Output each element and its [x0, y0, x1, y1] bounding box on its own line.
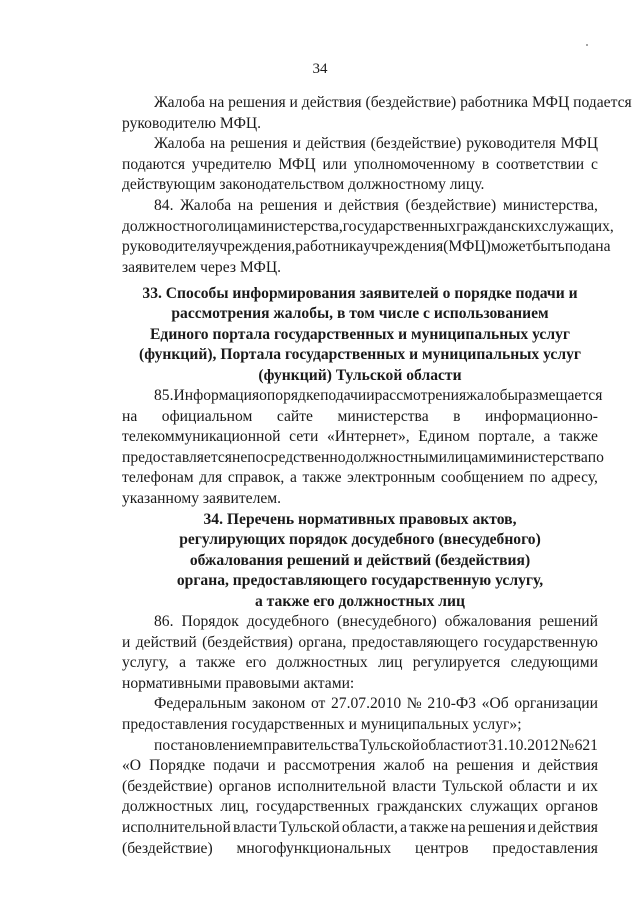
heading-line: (функций) Тульской области: [258, 366, 462, 384]
text-line: предоставления государственных и муниципальных услуг»;: [122, 715, 522, 733]
text-line: услугу, а также его должностных лиц регулируется следующими: [122, 654, 598, 672]
text-line: на официальном сайте министерства в информационно-: [122, 407, 598, 425]
heading-line: органа, предоставляющего государственную услугу,: [176, 572, 544, 590]
text-line: действующим законодательством должностному лицу.: [122, 176, 485, 194]
heading-line: а также его должностных лиц: [254, 592, 466, 610]
text-block-paragraph-86: [122, 612, 598, 859]
heading-line: регулирующих порядок досудебного (внесудебного): [179, 531, 541, 549]
text-line: указанному заявителем.: [122, 489, 282, 507]
text-line: исполнительной власти Тульской области, а также на решения и действия: [122, 818, 598, 836]
text-line: заявителем через МФЦ.: [122, 258, 282, 276]
heading-line: Единого портала государственных и муниципальных услуг: [150, 325, 570, 343]
text-line: 86. Порядок досудебного (внесудебного) обжалования решений: [154, 613, 598, 630]
text-line: 85. Информация о порядке подачи и рассмотрения жалобы размещается: [154, 387, 603, 404]
text-line: телекоммуникационной сети «Интернет», Едином портале, а также: [122, 428, 598, 446]
text-line: постановлением правительства Тульской области от 31.10.2012 № 621: [154, 736, 598, 754]
text-line: руководителю МФЦ.: [122, 114, 262, 132]
text-line: телефонам для справок, а также электронным сообщением по адресу,: [122, 469, 598, 487]
text-line: предоставляется непосредственно должностными лицами министерства по: [122, 448, 604, 466]
heading-line: обжалования решений и действий (бездействия): [189, 551, 531, 569]
section-heading-33: [110, 284, 610, 386]
text-block-paragraph-85: [122, 386, 604, 510]
section-heading-34: [110, 510, 610, 612]
text-line: Жалоба на решения и действия (бездействие) руководителя МФЦ: [154, 135, 598, 153]
heading-line: 34. Перечень нормативных правовых актов,: [203, 511, 517, 528]
text-line: должностных лиц, государственных гражданских служащих органов: [122, 798, 598, 816]
text-line: Жалоба на решения и действия (бездействие) работника МФЦ подается: [154, 94, 632, 111]
heading-line: (функций), Портала государственных и муниципальных услуг: [139, 346, 581, 364]
text-block-complaints-mfc: [122, 93, 632, 278]
text-line: должностного лица министерства, государственных гражданских служащих,: [122, 217, 614, 235]
page-number: 34: [312, 61, 328, 77]
scan-speck: [586, 44, 588, 46]
text-line: (бездействие) многофункциональных центров предоставления: [122, 839, 598, 857]
text-line: (бездействие) органов исполнительной власти Тульской области и их: [122, 777, 598, 795]
text-line: подаются учредителю МФЦ или уполномоченному в соответствии с: [122, 155, 598, 173]
text-line: Федеральным законом от 27.07.2010 № 210-ФЗ «Об организации: [154, 695, 598, 713]
text-line: и действий (бездействия) органа, предоставляющего государственную: [122, 633, 598, 651]
text-line: «О Порядке подачи и рассмотрения жалоб на решения и действия: [122, 757, 598, 775]
heading-line: 33. Способы информирования заявителей о порядке подачи и: [142, 285, 578, 302]
text-line: нормативными правовыми актами:: [122, 674, 355, 692]
text-line: 84. Жалоба на решения и действия (бездействие) министерства,: [154, 196, 598, 214]
heading-line: рассмотрения жалобы, в том числе с использованием: [171, 305, 549, 323]
text-line: руководителя учреждения, работника учреждения (МФЦ) может быть подана: [122, 238, 611, 256]
